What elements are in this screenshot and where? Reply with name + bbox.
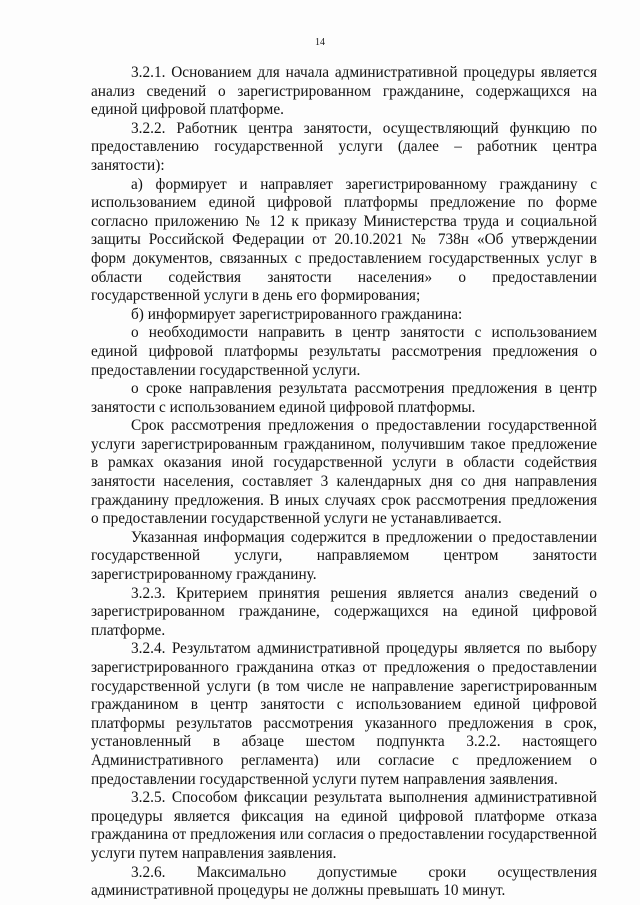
paragraph-information-contained: Указанная информация содержится в предложении о предоставлении государственной услуги, направляемом центром занятости зарегистрированному гражданину.	[91, 528, 597, 584]
paragraph-3-2-2-a: а) формирует и направляет зарегистрированному гражданину с использованием единой цифровой платформы предложение по форме согласно приложению № 12 к приказу Министерства труда и социальной защиты Российской Федерации от 20.10.2021 № 738н «Об утверждении форм документов, связанных с предоставлением государственных услуг в области содействия занятости населения» о предоставлении государственной услуги в день его формирования;	[91, 175, 597, 305]
paragraph-inform-necessity: о необходимости направить в центр занятости с использованием единой цифровой платформы результаты рассмотрения предложения о предоставлении государственной услуги.	[91, 324, 597, 379]
paragraph-3-2-2-b: б) информирует зарегистрированного гражданина:	[131, 305, 463, 323]
page-number: 14	[315, 37, 325, 48]
paragraph-3-2-5: 3.2.5. Способом фиксации результата выполнения административной процедуры является фиксация на единой цифровой платформе отказа гражданина от предложения или согласия о предоставлении государственной услуги путем направления заявления.	[91, 789, 597, 862]
paragraph-3-2-1: 3.2.1. Основанием для начала административной процедуры является анализ сведений о зарегистрированном гражданине, содержащихся на единой цифровой платформе.	[91, 64, 597, 119]
paragraph-3-2-6: 3.2.6. Максимально допустимые сроки осуществления административной процедуры не должны превышать 10 минут.	[91, 863, 597, 900]
paragraph-3-2-4: 3.2.4. Результатом административной процедуры является по выбору зарегистрированного гражданина отказ от предложения о предоставлении государственной услуги (в том числе не направление зарегистрированным гражданином в центр занятости с использованием единой цифровой платформы результатов рассмотрения указанного предложения в срок, установленный в абзаце шестом подпункта 3.2.2. настоящего Административного регламента) или согласие с предложением о предоставлении государственной услуги путем направления заявления.	[91, 640, 597, 788]
paragraph-3-2-2: 3.2.2. Работник центра занятости, осуществляющий функцию по предоставлению государственной услуги (далее – работник центра занятости):	[91, 119, 597, 174]
paragraph-3-2-3: 3.2.3. Критерием принятия решения является анализ сведений о зарегистрированном гражданине, содержащихся на единой цифровой платформе.	[91, 584, 597, 639]
document-body	[91, 64, 597, 901]
paragraph-review-period: Срок рассмотрения предложения о предоставлении государственной услуги зарегистрированным гражданином, получившим такое предложение в рамках оказания иной государственной услуги в области содействия занятости населения, составляет 3 календарных дня со дня направления гражданину предложения. В иных случаях срок рассмотрения предложения о предоставлении государственной услуги не устанавливается.	[91, 417, 597, 528]
paragraph-inform-deadline: о сроке направления результата рассмотрения предложения в центр занятости с использованием единой цифровой платформы.	[91, 380, 597, 416]
